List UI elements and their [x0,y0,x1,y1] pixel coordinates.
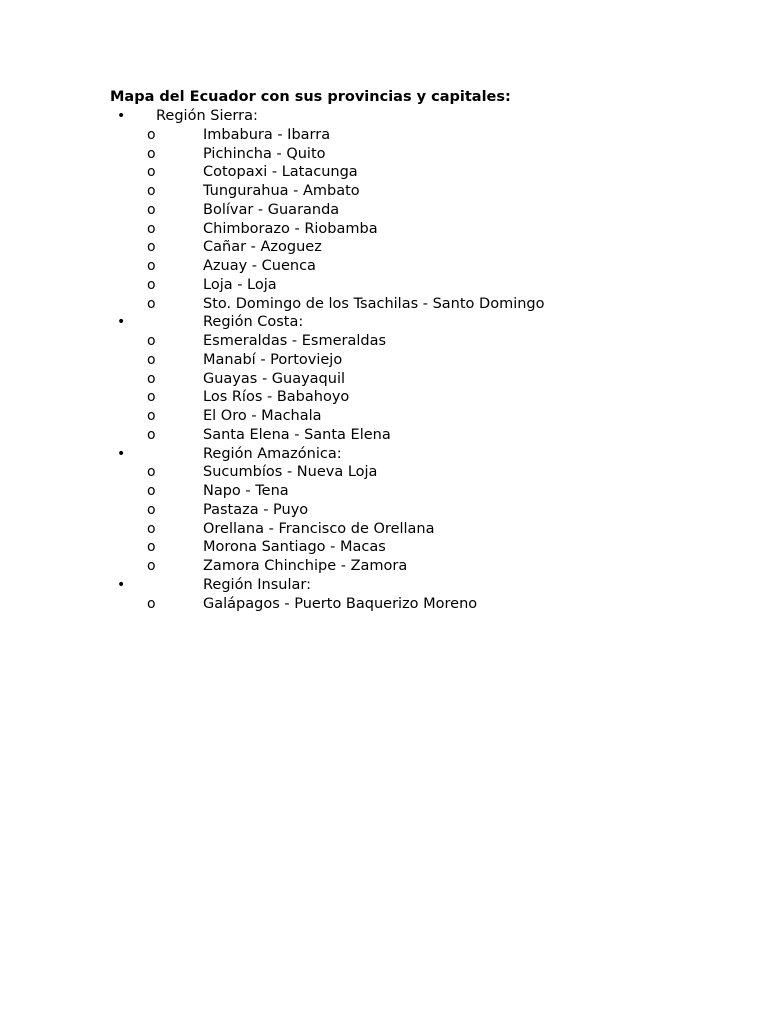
province-item [0,538,768,557]
province-item [0,482,768,501]
province-item [0,595,768,614]
province-item [0,426,768,445]
province-item [0,276,768,295]
province-capital: Sto. Domingo de los Tsachilas - Santo Domingo [203,295,545,312]
province-capital: Cotopaxi - Latacunga [203,164,358,181]
province-item [0,295,768,314]
province-capital: Santa Elena - Santa Elena [203,426,391,443]
province-capital: Imbabura - Ibarra [203,126,331,143]
bullet-circle-icon: o [147,201,156,218]
province-capital: Chimborazo - Riobamba [203,220,378,237]
bullet-circle-icon: o [147,539,156,556]
province-capital: Tungurahua - Ambato [203,183,360,199]
bullet-disc-icon: • [117,314,126,331]
region-item [0,107,768,126]
document-title: Mapa del Ecuador con sus provincias y capitales: [110,89,511,105]
province-capital: Esmeraldas - Esmeraldas [203,333,387,349]
bullet-circle-icon: o [147,464,156,481]
province-capital: Guayas - Guayaquil [203,370,346,387]
bullet-circle-icon: o [147,558,156,574]
bullet-circle-icon: o [147,520,156,537]
province-capital: Morona Santiago - Macas [203,539,386,556]
province-item [0,332,768,351]
province-item [0,257,768,276]
province-capital: Cañar - Azoguez [203,239,322,256]
region-list [0,107,768,613]
province-item [0,520,768,539]
bullet-circle-icon: o [147,126,156,143]
bullet-circle-icon: o [147,351,156,368]
bullet-circle-icon: o [147,408,156,424]
bullet-circle-icon: o [147,276,156,293]
bullet-circle-icon: o [147,501,156,518]
region-name: Región Sierra: [156,108,258,124]
province-item [0,163,768,182]
region-name: Región Amazónica: [203,445,342,462]
province-item [0,220,768,239]
region-item [0,576,768,595]
province-item [0,501,768,520]
bullet-circle-icon: o [147,426,156,443]
province-capital: Orellana - Francisco de Orellana [203,520,435,537]
province-item [0,238,768,257]
province-item [0,182,768,201]
province-item [0,388,768,407]
province-capital: Zamora Chinchipe - Zamora [203,558,408,574]
bullet-circle-icon: o [147,295,156,312]
bullet-disc-icon: • [117,108,126,124]
bullet-circle-icon: o [147,333,156,349]
province-capital: Pastaza - Puyo [203,501,309,518]
province-item [0,407,768,426]
region-item [0,313,768,332]
bullet-disc-icon: • [117,445,126,462]
province-capital: Galápagos - Puerto Baquerizo Moreno [203,595,478,612]
province-capital: Loja - Loja [203,276,277,293]
bullet-circle-icon: o [147,164,156,181]
province-capital: Napo - Tena [203,483,289,499]
province-item [0,557,768,576]
province-item [0,370,768,389]
bullet-circle-icon: o [147,239,156,256]
province-item [0,145,768,164]
province-item [0,463,768,482]
bullet-circle-icon: o [147,145,156,162]
region-name: Región Costa: [203,314,304,331]
province-capital: El Oro - Machala [203,408,322,424]
region-item [0,445,768,464]
bullet-circle-icon: o [147,389,156,406]
province-capital: Azuay - Cuenca [203,258,316,274]
bullet-circle-icon: o [147,595,156,612]
province-capital: Manabí - Portoviejo [203,351,343,368]
bullet-disc-icon: • [117,576,126,593]
province-item [0,201,768,220]
region-name: Región Insular: [203,576,311,593]
province-capital: Sucumbíos - Nueva Loja [203,464,378,481]
province-item [0,351,768,370]
bullet-circle-icon: o [147,370,156,387]
bullet-circle-icon: o [147,258,156,274]
province-capital: Los Ríos - Babahoyo [203,389,350,406]
province-capital: Pichincha - Quito [203,145,326,162]
province-capital: Bolívar - Guaranda [203,201,340,218]
bullet-circle-icon: o [147,220,156,237]
bullet-circle-icon: o [147,183,156,199]
bullet-circle-icon: o [147,483,156,499]
province-item [0,126,768,145]
